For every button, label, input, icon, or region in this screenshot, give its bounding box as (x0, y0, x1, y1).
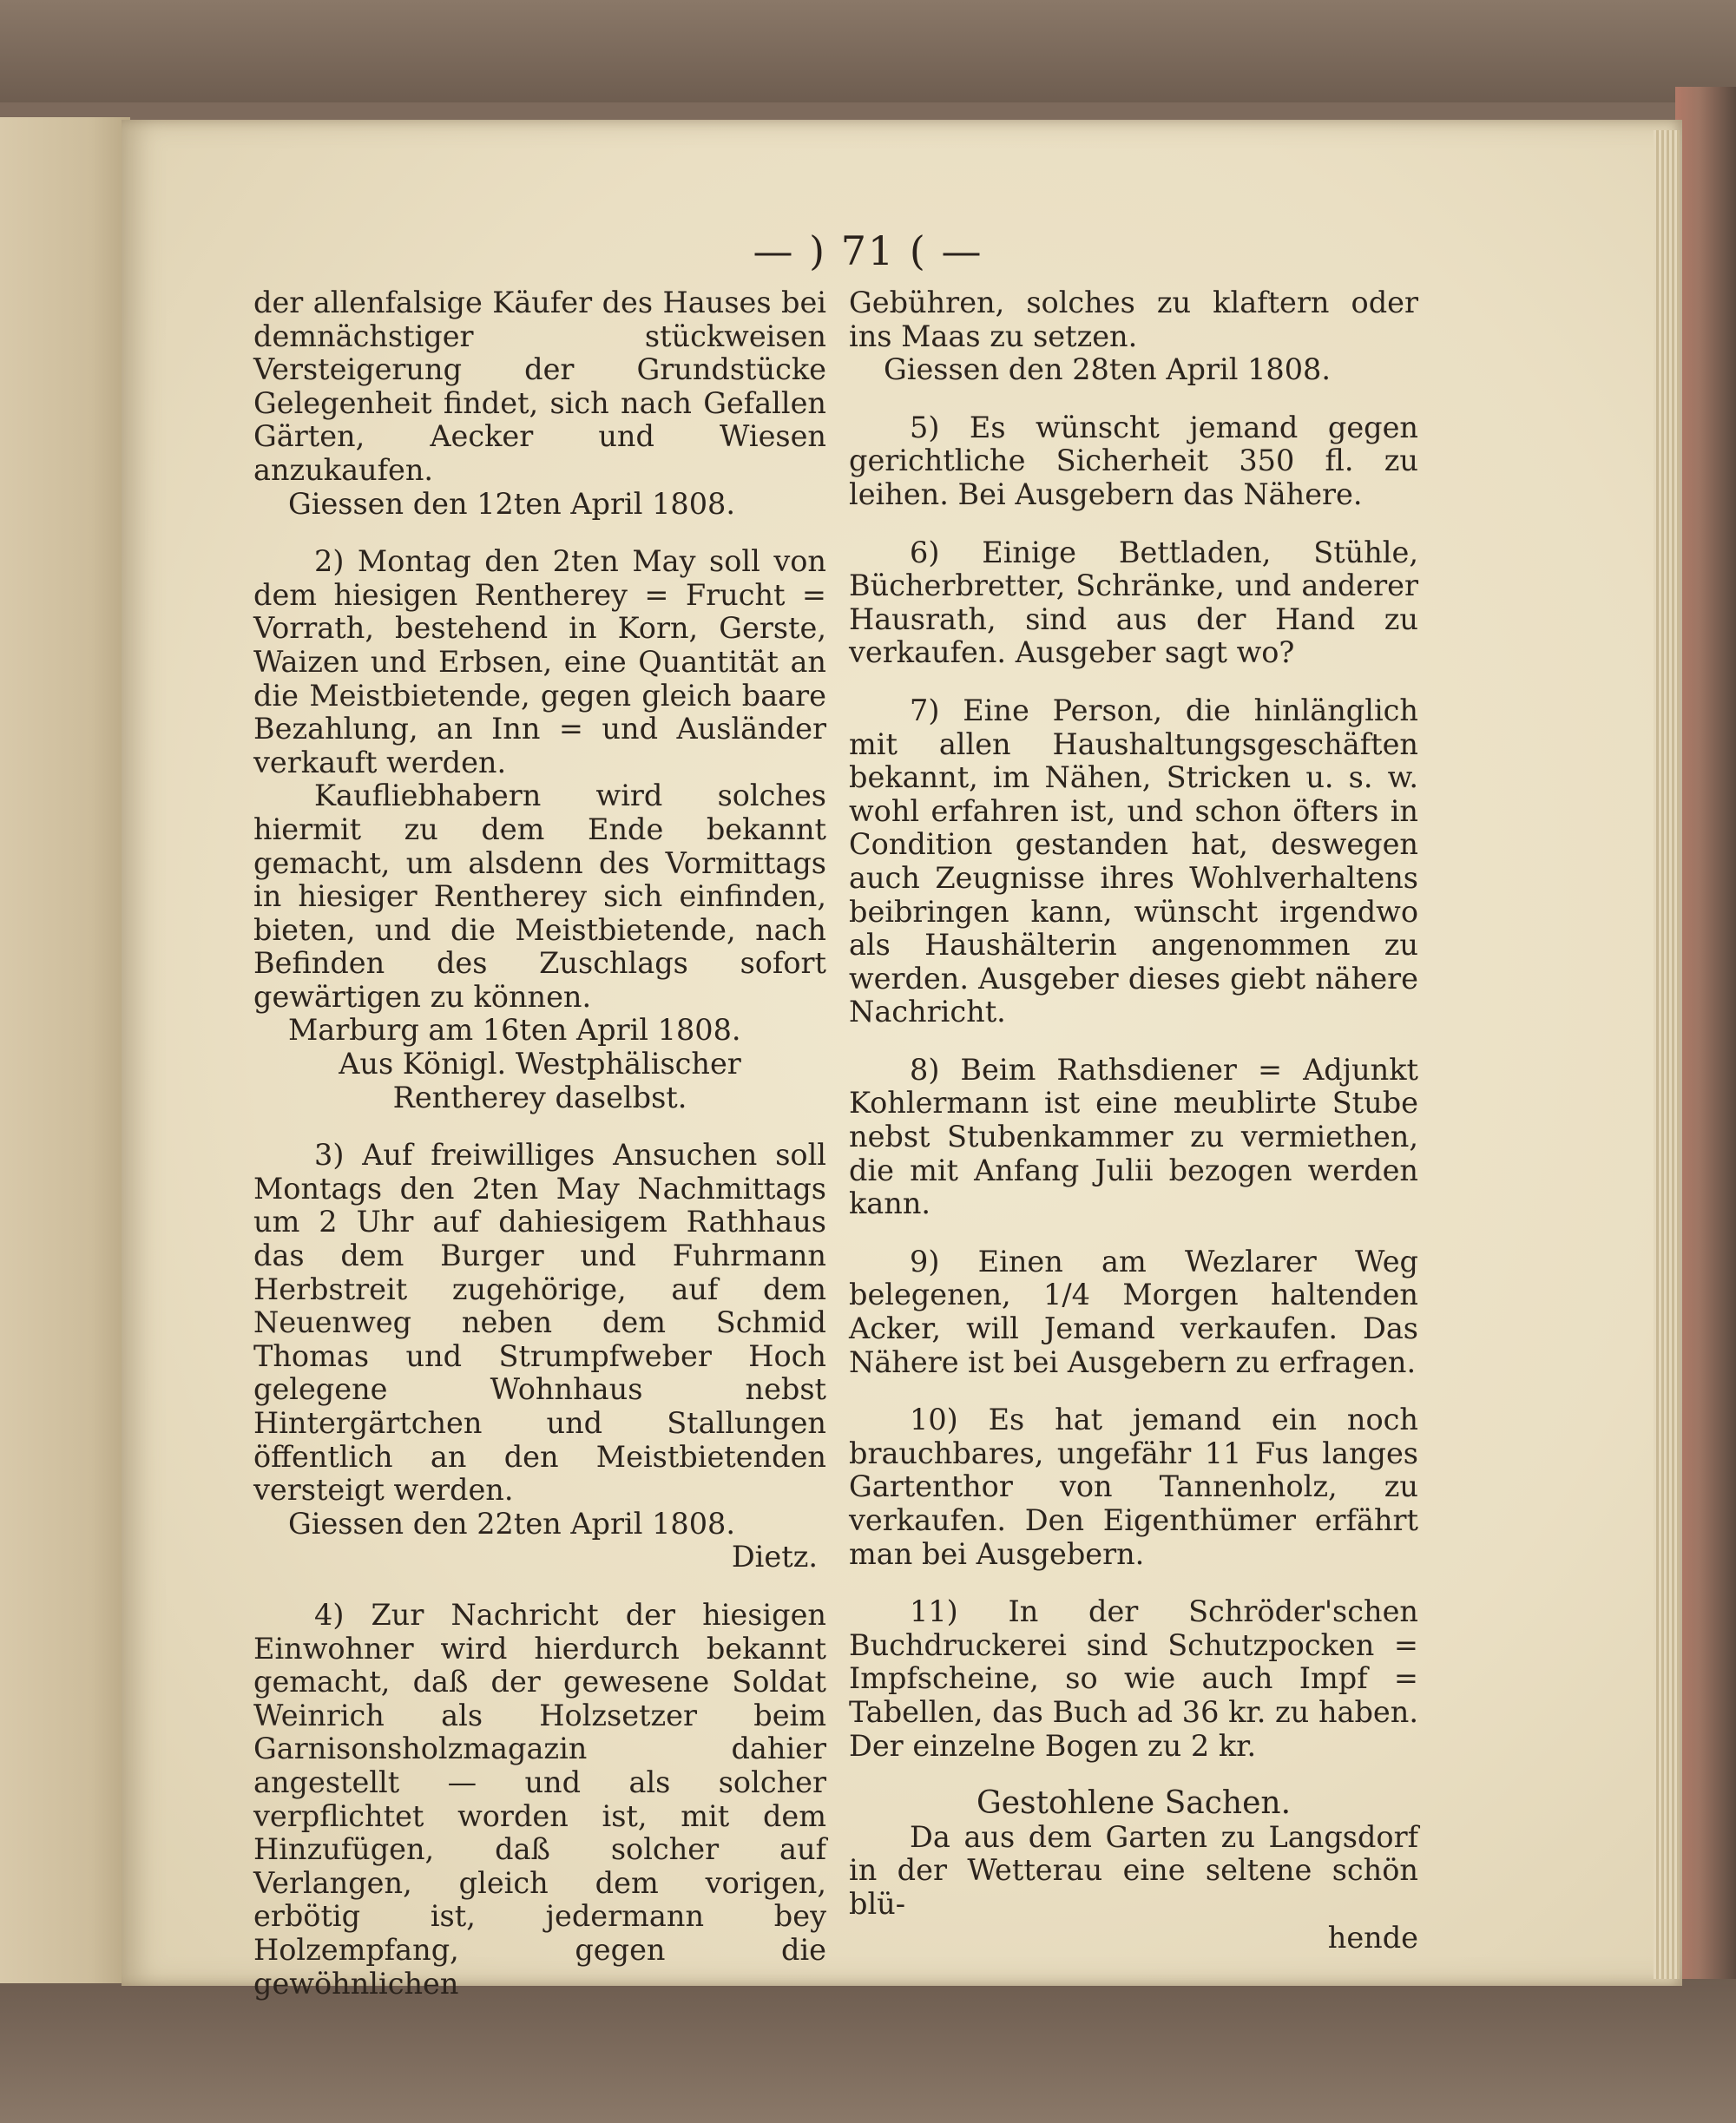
continuation-text: Gebühren, solches zu klaftern oder ins Maas zu setzen. (849, 286, 1418, 353)
notice-8: 8) Beim Rathsdiener = Adjunkt Kohlermann ist eine meublirte Stube nebst Stubenkammer zu vermiethen, die mit Anfang Julii bezogen werden kann. (849, 1052, 1418, 1221)
signature: Dietz. (731, 1540, 818, 1574)
notice-3: 3) Auf freiwilliges Ansuchen soll Montags den 2ten May Nachmittags um 2 Uhr auf dahiesigem Rathhaus das dem Burger und Fuhrmann Herbstreit zugehörige, auf dem Neuenweg neben dem Schmid Thomas und Strumpfweber Hoch gelegene Wohnhaus nebst Hintergärtchen und Stallungen öffentlich an den Meistbietenden versteigt werden. (253, 1138, 826, 1508)
signature-line: Rentherey daselbst. (392, 1080, 687, 1114)
notice-5: 5) Es wünscht jemand gegen gerichtliche Sicherheit 350 fl. zu leihen. Bei Ausgebern das Nähere. (849, 410, 1418, 511)
book-cover-right (1675, 87, 1736, 1996)
stolen-goods-text: Da aus dem Garten zu Langsdorf in der Wetterau eine seltene schön blü- (849, 1819, 1418, 1921)
catchword: hende (1327, 1920, 1418, 1955)
section-heading: Gestohlene Sachen. (976, 1785, 1292, 1822)
left-column (253, 286, 826, 2001)
notice-2: 2) Montag den 2ten May soll von dem hiesigen Rentherey = Frucht = Vorrath, bestehend in Korn, Gerste, Waizen und Erbsen, eine Quantität an die Meistbietende, gegen gleich baare Bezahlung, an Inn = und Ausländer verkauft werden. (253, 544, 826, 779)
page-number-header: — ) 71 ( — (753, 227, 983, 274)
notice-2-continued: Kaufliebhabern wird solches hiermit zu dem Ende bekannt gemacht, um alsdenn des Vormittags in hiesiger Rentherey sich einfinden, bieten, und die Meistbietende, nach Befinden des Zuschlags sofort gewärtigen zu können. (253, 779, 826, 1014)
notice-4: 4) Zur Nachricht der hiesigen Einwohner wird hierdurch bekannt gemacht, daß der gewesene Soldat Weinrich als Holzsetzer beim Garnisonsholzmagazin dahier angestellt — und als solcher verpflichtet worden ist, mit dem Hinzufügen, daß solcher auf Verlangen, gleich dem vorigen, erbötig ist, jedermann bey Holzempfang, gegen die gewöhnlichen (253, 1597, 826, 2001)
right-column (849, 286, 1418, 1955)
signature-line: Aus Königl. Westphälischer (339, 1047, 741, 1081)
page-stack-edge (1654, 130, 1680, 1979)
facing-page-edge (0, 117, 130, 1983)
notice-6: 6) Einige Bettladen, Stühle, Bücherbretter, Schränke, und anderer Hausrath, sind aus der Hand zu verkaufen. Ausgeber sagt wo? (849, 535, 1418, 670)
continuation-text: der allenfalsige Käufer des Hauses bei demnächstiger stückweisen Versteigerung der Grundstücke Gelegenheit findet, sich nach Gefallen Gärten, Aecker und Wiesen anzukaufen. (253, 286, 826, 487)
dateline: Giessen den 12ten April 1808. (288, 486, 735, 521)
notice-10: 10) Es hat jemand ein noch brauchbares, ungefähr 11 Fus langes Gartenthor von Tannenholz, zu verkaufen. Den Eigenthümer erfährt man bei Ausgebern. (849, 1403, 1418, 1571)
dateline: Giessen den 28ten April 1808. (884, 352, 1331, 387)
notice-11: 11) In der Schröder'schen Buchdruckerei sind Schutzpocken = Impfscheine, so wie auch Impf = Tabellen, das Buch ad 36 kr. zu haben. Der einzelne Bogen zu 2 kr. (849, 1594, 1418, 1763)
notice-9: 9) Einen am Wezlarer Weg belegenen, 1/4 Morgen haltenden Acker, will Jemand verkaufen. Das Nähere ist bei Ausgebern zu erfragen. (849, 1244, 1418, 1379)
dateline: Giessen den 22ten April 1808. (288, 1506, 735, 1541)
book-cover-top (0, 0, 1736, 102)
notice-7: 7) Eine Person, die hinlänglich mit allen Haushaltungsgeschäften bekannt, im Nähen, Stricken u. s. w. wohl erfahren ist, und schon öfters in Condition gestanden hat, deswegen auch Zeugnisse ihres Wohlverhaltens beibringen kann, wünscht irgendwo als Haushälterin angenommen zu werden. Ausgeber dieses giebt nähere Nachricht. (849, 693, 1418, 1029)
dateline: Marburg am 16ten April 1808. (288, 1013, 741, 1048)
